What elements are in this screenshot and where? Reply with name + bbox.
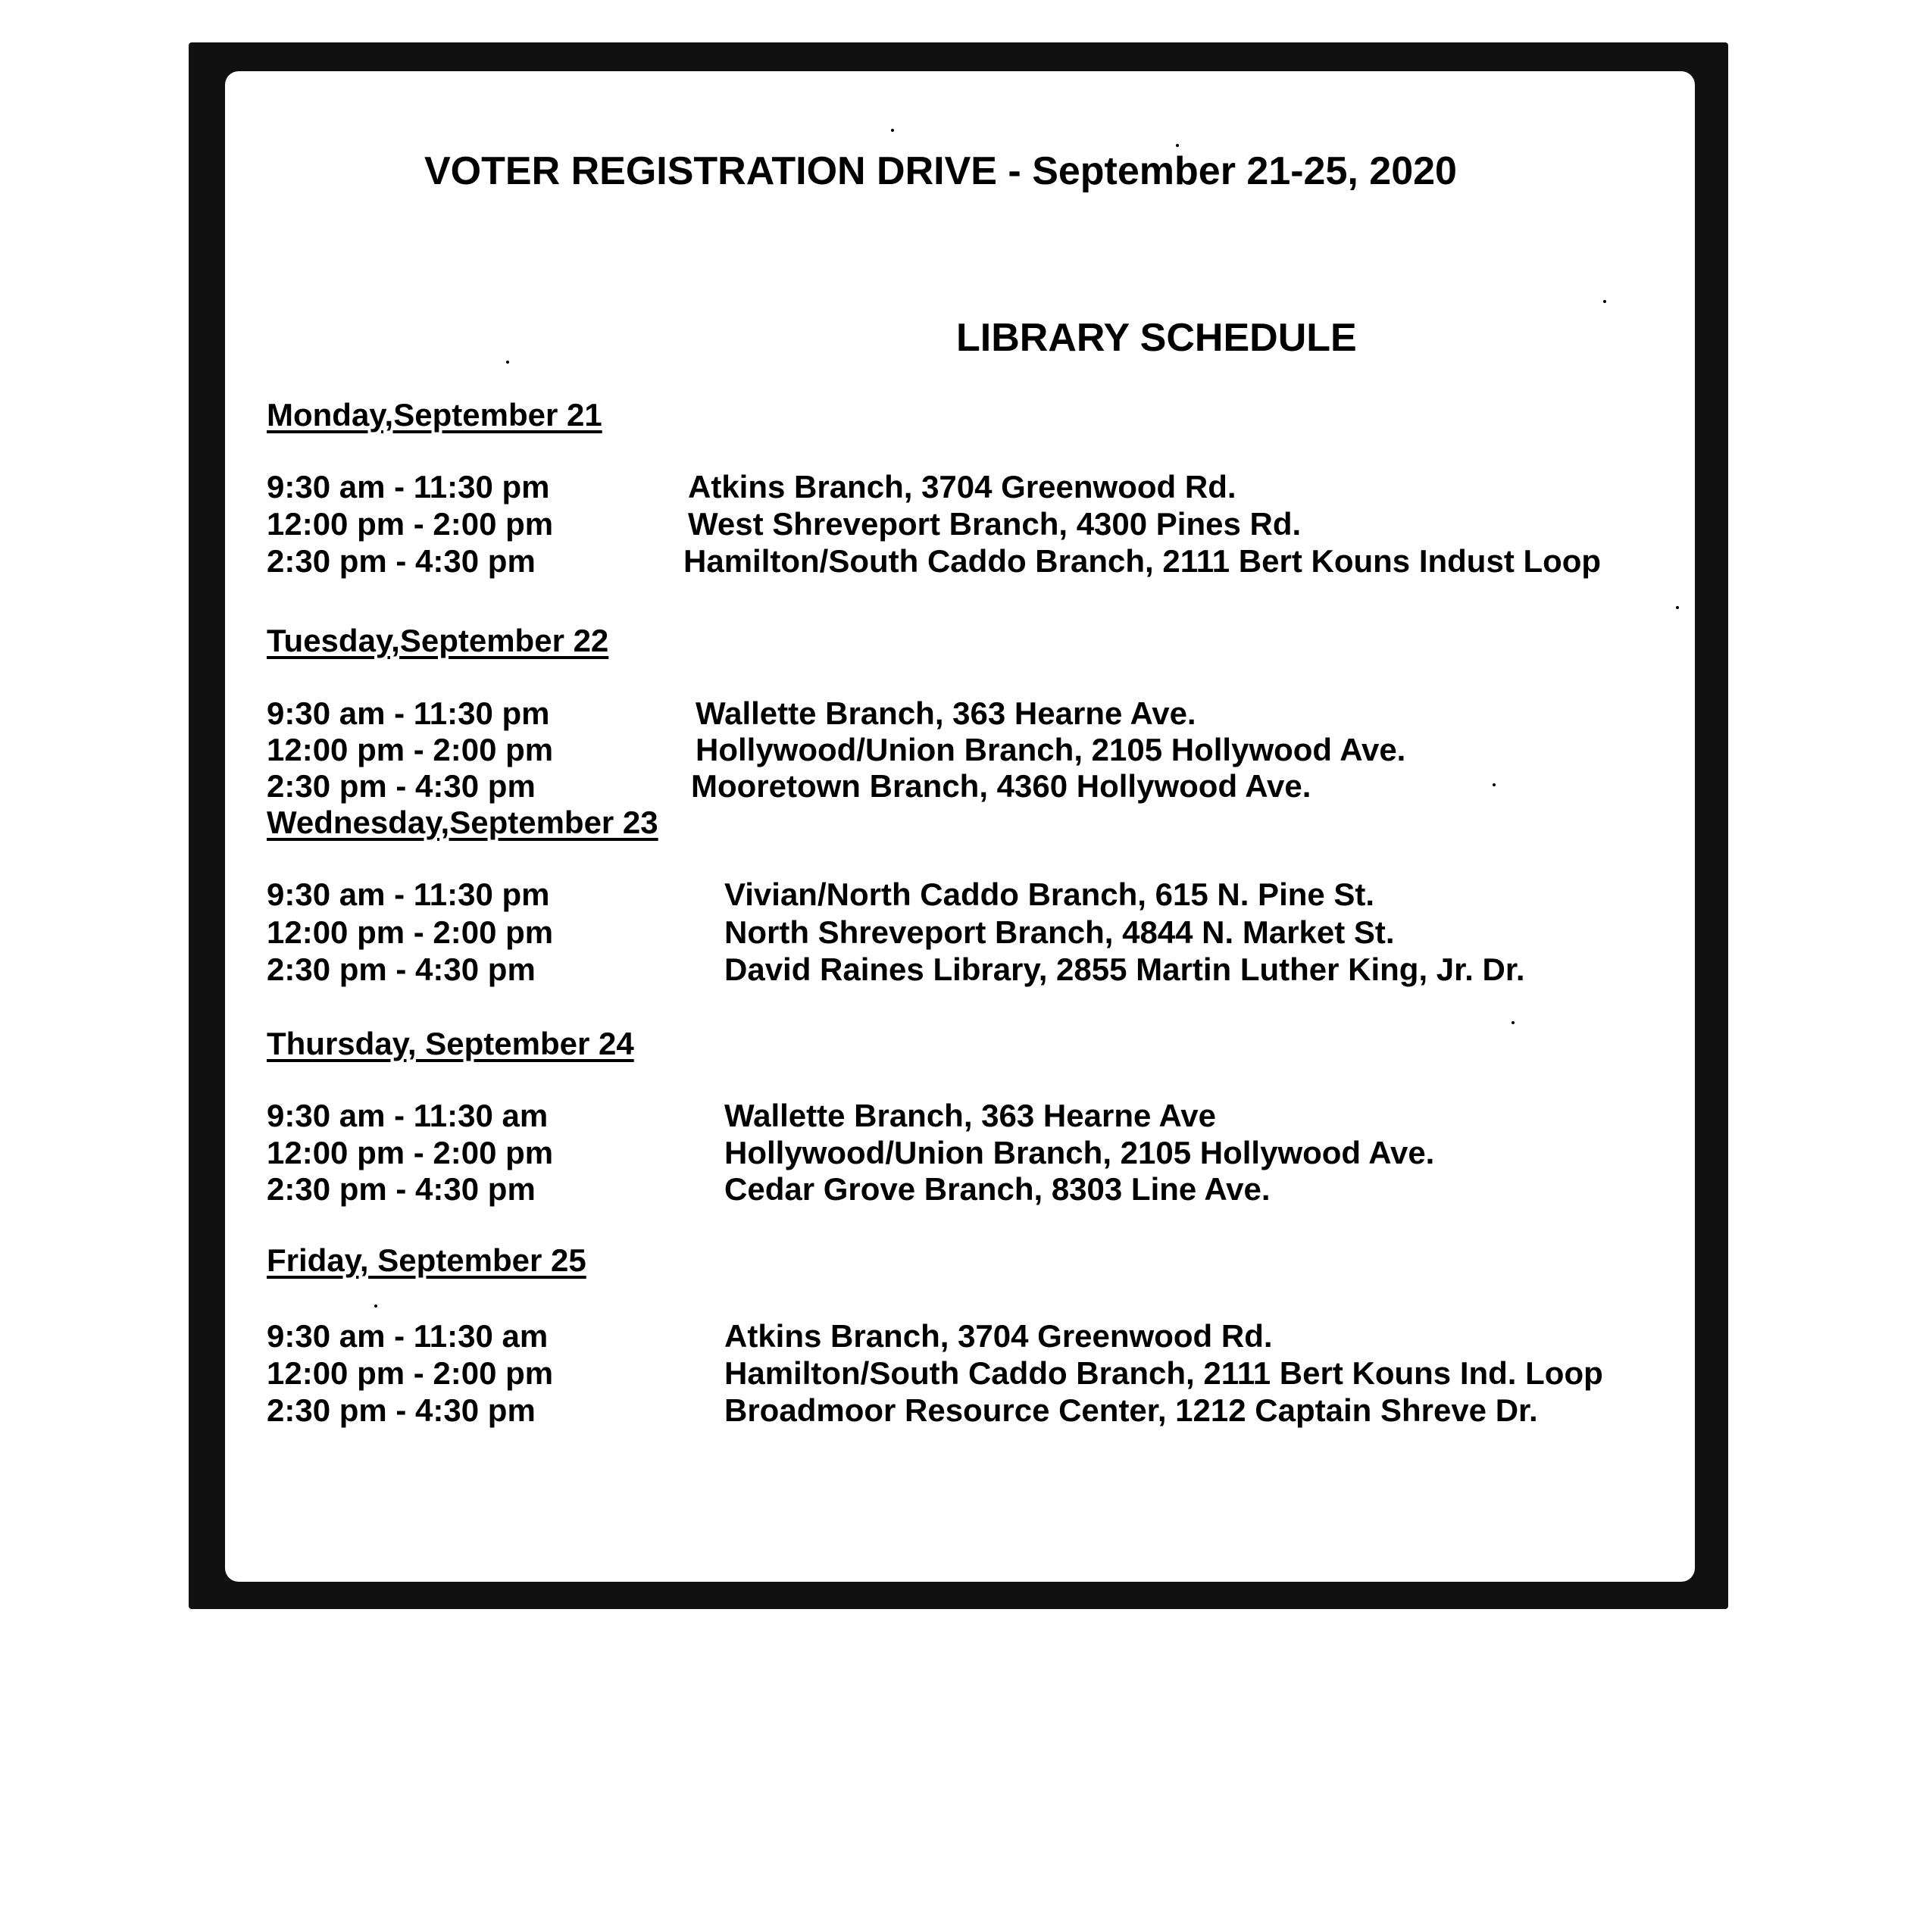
scan-speck [1493,783,1496,786]
location: Mooretown Branch, 4360 Hollywood Ave. [691,768,1311,804]
day-heading-thursday: Thursday, September 24 [267,1026,634,1061]
time-slot: 12:00 pm - 2:00 pm [267,1355,554,1391]
time-slot: 2:30 pm - 4:30 pm [267,1171,536,1207]
document-title: VOTER REGISTRATION DRIVE - September 21-25, 2020 [424,149,1457,193]
time-slot: 12:00 pm - 2:00 pm [267,506,554,542]
scan-speck [1676,606,1679,609]
scan-speck [374,1305,377,1308]
scan-speck [1176,144,1179,147]
location: Atkins Branch, 3704 Greenwood Rd. [688,469,1236,505]
time-slot: 9:30 am - 11:30 pm [267,876,550,912]
day-heading-tuesday: Tuesday,September 22 [267,623,609,658]
document-subtitle: LIBRARY SCHEDULE [956,316,1357,360]
day-heading-wednesday: Wednesday,September 23 [267,805,658,840]
location: Atkins Branch, 3704 Greenwood Rd. [724,1318,1273,1354]
location: Vivian/North Caddo Branch, 615 N. Pine St. [724,876,1375,912]
day-heading-friday: Friday, September 25 [267,1242,586,1278]
location: Hollywood/Union Branch, 2105 Hollywood Ave. [724,1135,1435,1170]
scan-speck [891,129,894,132]
time-slot: 9:30 am - 11:30 pm [267,695,550,731]
location: Hamilton/South Caddo Branch, 2111 Bert Kouns Ind. Loop [724,1355,1603,1391]
scan-speck [1603,300,1606,303]
time-slot: 12:00 pm - 2:00 pm [267,732,554,767]
location: David Raines Library, 2855 Martin Luther King, Jr. Dr. [724,951,1525,987]
location: Hollywood/Union Branch, 2105 Hollywood Ave. [696,732,1406,767]
scan-speck [506,361,509,364]
time-slot: 9:30 am - 11:30 am [267,1098,549,1133]
day-heading-monday: Monday,September 21 [267,397,602,433]
time-slot: 2:30 pm - 4:30 pm [267,768,536,804]
time-slot: 9:30 am - 11:30 pm [267,469,550,505]
location: North Shreveport Branch, 4844 N. Market St. [724,914,1395,950]
location: Cedar Grove Branch, 8303 Line Ave. [724,1171,1271,1207]
time-slot: 2:30 pm - 4:30 pm [267,543,536,579]
location: West Shreveport Branch, 4300 Pines Rd. [688,506,1302,542]
scan-speck [1512,1021,1515,1024]
time-slot: 2:30 pm - 4:30 pm [267,951,536,987]
time-slot: 12:00 pm - 2:00 pm [267,914,554,950]
time-slot: 12:00 pm - 2:00 pm [267,1135,554,1170]
time-slot: 2:30 pm - 4:30 pm [267,1392,536,1428]
location: Hamilton/South Caddo Branch, 2111 Bert Kouns Indust Loop [683,543,1602,579]
location: Wallette Branch, 363 Hearne Ave [724,1098,1216,1133]
location: Broadmoor Resource Center, 1212 Captain Shreve Dr. [724,1392,1538,1428]
location: Wallette Branch, 363 Hearne Ave. [696,695,1196,731]
time-slot: 9:30 am - 11:30 am [267,1318,549,1354]
